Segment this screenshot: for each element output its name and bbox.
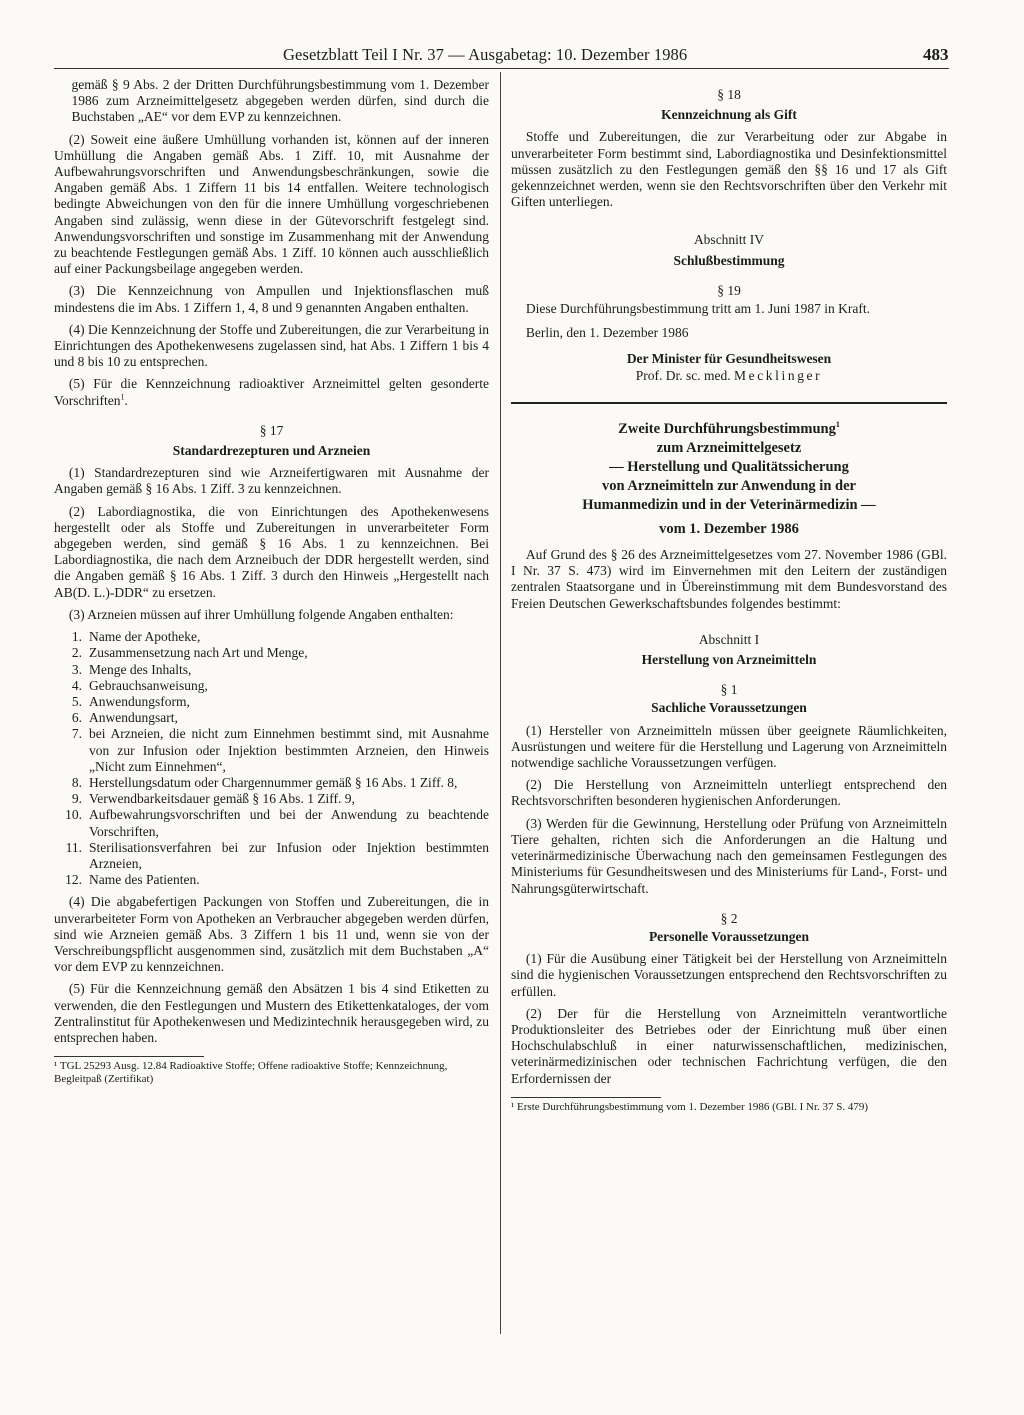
paragraph-17-3: (3) Arzneien müssen auf ihrer Umhüllung folgende Angaben enthalten: (68, 606, 454, 622)
paragraph-1-3: (3) Werden für die Gewinnung, Herstellung oder Prüfung von Arzneimitteln Tiere gehalten, richten sich die Anforderungen an die Haltung und veterinärmedizinische Überwachung nach den gemeinsamen Festlegungen des Ministeriums für Gesundheitswesen und des Ministeriums für Land-, Forst- und Nahrungsgüterwirtschaft. (511, 815, 947, 896)
paragraph-17-1: (1) Standardrezepturen sind wie Arzneifertigwaren mit Ausnahme der Angaben gemäß § 16 Abs. 1 Ziff. 3 zu kennzeichnen. (54, 465, 489, 497)
right-column (511, 77, 947, 1113)
title-line: Humanmedizin und in der Veterinärmedizin — (582, 496, 876, 513)
section-1-title: Sachliche Voraussetzungen (651, 700, 807, 716)
paragraph-16-3: (3) Die Kennzeichnung von Ampullen und Injektionsflaschen muß mindestens die im Abs. 1 Ziffern 1, 4, 8 und 9 genannten Angaben enthalten. (54, 283, 489, 315)
abschnitt-i-title: Herstellung von Arzneimitteln (641, 652, 817, 668)
footnote-left: ¹ TGL 25293 Ausg. 12.84 Radioaktive Stoffe; Offene radioaktive Stoffe; Kennzeichnung, Begleitpaß (Zertifikat) (54, 1060, 448, 1085)
list-item: 4. Gebrauchsanweisung, (71, 677, 208, 693)
section-1-number: § 1 (720, 682, 738, 698)
paragraph-16-5 (54, 376, 489, 408)
minister-title: Der Minister für Gesundheitswesen (626, 351, 832, 367)
abschnitt-i-heading: Abschnitt I (698, 631, 760, 647)
list-item: 8. Herstellungsdatum oder Chargennummer gemäß § 16 Abs. 1 Ziff. 8, (71, 774, 458, 790)
title-line: Zweite Durchführungsbestimmung$^1$ (618, 420, 840, 437)
list-item: 11. Sterilisationsverfahren bei zur Infusion oder Injektion bestimmten Arzneien, (65, 839, 489, 871)
section-18-title: Kennzeichnung als Gift (661, 107, 797, 123)
paragraph-1-2: (2) Die Herstellung von Arzneimitteln unterliegt entsprechend den Rechtsvorschriften besonderen hygienischen Anforderungen. (511, 777, 947, 809)
section-2-title: Personelle Voraussetzungen (648, 928, 810, 944)
paragraph-16-2: (2) Soweit eine äußere Umhüllung vorhanden ist, können auf der inneren Umhüllung die Angaben gemäß Abs. 1 Ziff. 10, mit Ausnahme der Aufbewahrungsvorschriften und Anwendungsbeschränkungen, sowie die Angaben gemäß Abs. 1 Ziffern 11 bis 14 entfallen. Weitere technologisch bedingte Abweichungen von den für die innere Umhüllung vorgeschriebenen Angaben sind zulässig, wenn diese in der Gütevorschrift festgelegt sind. Anwendungsvorschriften und sonstige im Zusammenhang mit der Anwendung zu beachtende Festlegungen gemäß Abs. 1 Ziff. 10 können auch ausschließlich auf einer Packungsbeilage angegeben werden. (54, 131, 489, 277)
page-number: 483 (923, 45, 949, 64)
signer-surname: Mecklinger (734, 367, 823, 383)
header-rule (54, 68, 949, 69)
title-line: — Herstellung und Qualitätssicherung (609, 458, 849, 475)
footnote-right: ¹ Erste Durchführungsbestimmung vom 1. Dezember 1986 (GBl. I Nr. 37 S. 479) (511, 1100, 869, 1113)
paragraph-19: Diese Durchführungsbestimmung tritt am 1. Juni 1987 in Kraft. (525, 301, 871, 317)
paragraph-2-2: (2) Der für die Herstellung von Arzneimitteln verantwortliche Produktionsleiter des Betriebes oder der Einrichtung muß über einen Hochschulabschluß in einer naturwissenschaftlichen, medizinischen, veterinärmedizinischen oder technischen Fachrichtung verfügen, die den Erfordernissen der (511, 1005, 947, 1086)
signature-date: Berlin, den 1. Dezember 1986 (525, 325, 689, 341)
paragraph-2-1: (1) Für die Ausübung einer Tätigkeit bei der Herstellung von Arzneimitteln sind die hygienischen Voraussetzungen entsprechend den Rechtsvorschriften zu erfüllen. (511, 951, 947, 999)
arzneien-angaben-list (54, 629, 489, 888)
title-line: zum Arzneimittelgesetz (656, 439, 802, 456)
paragraph-17-5: (5) Für die Kennzeichnung gemäß den Absätzen 1 bis 4 sind Etiketten zu verwenden, die den Festlegungen und Mustern des Etikettenkataloges, der vom Zentralinstitut für Apothekenwesen und Medizintechnik herausgegeben wird, zu entsprechen haben. (54, 981, 489, 1045)
footnote-ref: 1 (120, 392, 125, 402)
footnote-rule (54, 1056, 204, 1057)
list-item: 1. Name der Apotheke, (71, 629, 201, 645)
signer-prefix: Prof. Dr. sc. med. (635, 367, 731, 383)
list-item: 7. bei Arzneien, die nicht zum Einnehmen bestimmt sind, mit Ausnahme von zur Infusion oder Injektion bestimmten Arzneien, den Hinweis „Nicht zum Einnehmen“, (71, 726, 489, 774)
list-item: 9. Verwendbarkeitsdauer gemäß § 16 Abs. 1 Ziff. 9, (71, 791, 355, 807)
document-separator-rule (511, 402, 947, 404)
paragraph-16-5-end: . (124, 392, 128, 408)
paragraph-17-2: (2) Labordiagnostika, die von Einrichtungen des Apothekenwesens hergestellt oder als Stoffe und Zubereitungen in unverarbeiteter Form abgegeben werden, sind gemäß § 16 Abs. 1 zu kennzeichnen. Bei Labordiagnostika, die nach dem Arzneibuch der DDR hergestellt werden, sind die Angaben gemäß § 16 Abs. 1 Ziff. 3 durch den Hinweis „Hergestellt nach AB(D. L.)-DDR“ zu ersetzen. (54, 503, 489, 600)
running-header-title: Gesetzblatt Teil I Nr. 37 — Ausgabetag: 10. Dezember 1986 (283, 45, 688, 64)
list-item: 12. Name des Patienten. (65, 872, 200, 888)
preamble: Auf Grund des § 26 des Arzneimittelgesetzes vom 27. November 1986 (GBl. I Nr. 37 S. 473) wird im Einvernehmen mit den Leitern der zuständigen zentralen Staatsorgane und in Übereinstimmung mit dem Bundesvorstand des Freien Deutschen Gewerkschaftsbundes folgendes bestimmt: (511, 547, 947, 611)
signer-name (511, 368, 947, 384)
title-line: von Arzneimitteln zur Anwendung in der (602, 477, 856, 494)
section-2-number: § 2 (720, 910, 738, 926)
list-item: 10. Aufbewahrungsvorschriften und bei der Anwendung zu beachtende Vorschriften, (65, 807, 489, 839)
paragraph-1-1: (1) Hersteller von Arzneimitteln müssen über geeignete Räumlichkeiten, Ausrüstungen und weitere für die Herstellung und Lagerung von Arzneimitteln notwendige sachliche Voraussetzungen verfügen. (511, 722, 947, 771)
list-item: 2. Zusammensetzung nach Art und Menge, (71, 645, 308, 661)
section-19-number: § 19 (717, 282, 741, 298)
document-title (511, 420, 947, 515)
column-divider (500, 72, 501, 1334)
footnote-ref: 1 (835, 420, 840, 430)
abschnitt-iv-heading: Abschnitt IV (693, 232, 765, 248)
section-18-number: § 18 (717, 87, 741, 102)
document-date: vom 1. Dezember 1986 (659, 520, 799, 537)
list-item: 3. Menge des Inhalts, (71, 661, 192, 677)
left-column (54, 77, 489, 1085)
list-item: 5. Anwendungsform, (71, 693, 190, 709)
paragraph-18: Stoffe und Zubereitungen, die zur Verarbeitung oder zur Abgabe in unverarbeiteter Form bestimmt sind, Labordiagnostika und Desinfektionsmittel müssen zusätzlich zu den Festlegungen gemäß den §§ 16 und 17 als Gift gekennzeichnet werden, wenn sie den Rechtsvorschriften über den Verkehr mit Giften unterliegen. (511, 129, 947, 210)
section-17-number: § 17 (259, 422, 284, 438)
paragraph-17-4: (4) Die abgabefertigen Packungen von Stoffen und Zubereitungen, die in unverarbeiteter Form von Apotheken an Verbraucher abgegeben werden dürfen, sind wie Arzneien gemäß Abs. 3 Ziffern 1 bis 11 und, wenn sie von der Verschreibungspflicht ausgenommen sind, zusätzlich mit dem Buchstaben „A“ vor dem EVP zu kennzeichnen. (54, 894, 489, 975)
abschnitt-iv-title: Schlußbestimmung (673, 252, 785, 268)
paragraph-16-1-continuation: gemäß § 9 Abs. 2 der Dritten Durchführungsbestimmung vom 1. Dezember 1986 zum Arzneimittelgesetz abgegeben werden dürfen, sind durch die Buchstaben „AE“ vor dem EVP zu kennzeichnen. (71, 77, 489, 125)
list-item: 6. Anwendungsart, (71, 710, 178, 726)
paragraph-16-5-text: (5) Für die Kennzeichnung radioaktiver Arzneimittel gelten gesonderte Vorschriften (54, 376, 489, 408)
footnote-rule (511, 1097, 661, 1098)
section-17-title: Standardrezepturen und Arzneien (172, 443, 371, 459)
paragraph-16-4: (4) Die Kennzeichnung der Stoffe und Zubereitungen, die zur Verarbeitung in Einrichtungen des Apothekenwesens zugelassen sind, hat Abs. 1 Ziffern 1 bis 4 und 8 bis 10 zu entsprechen. (54, 321, 489, 370)
